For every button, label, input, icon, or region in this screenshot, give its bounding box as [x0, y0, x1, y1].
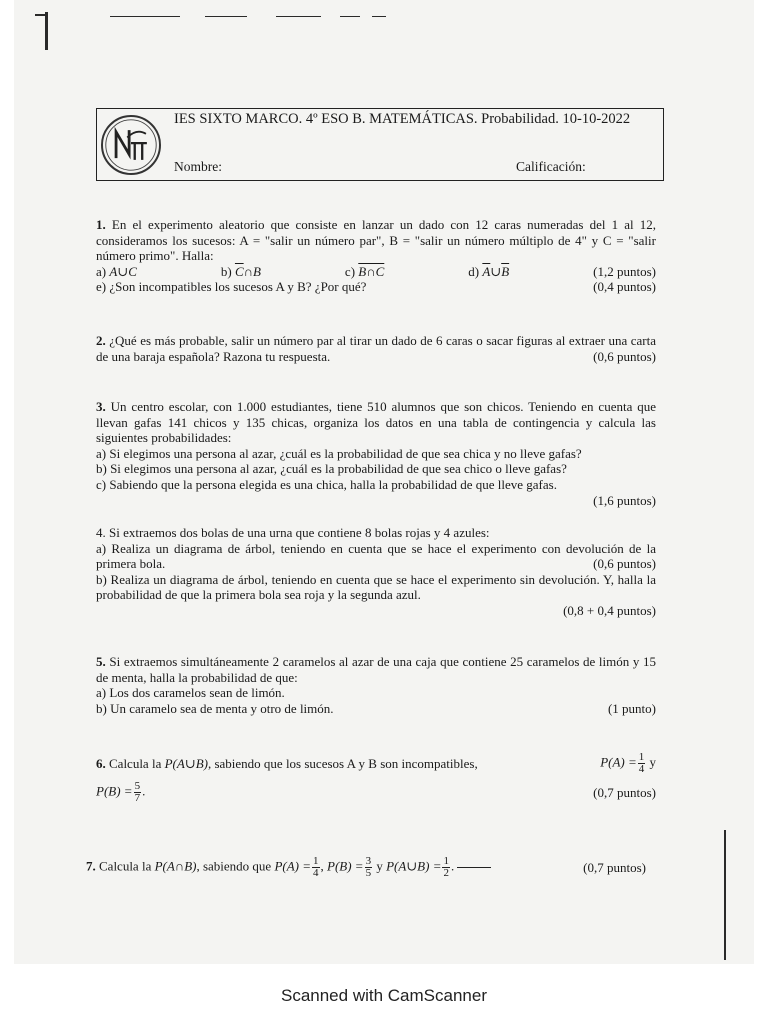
question-5	[96, 654, 656, 716]
question-3	[96, 399, 656, 508]
school-logo-icon	[103, 117, 159, 173]
question-text: Un centro escolar, con 1.000 estudiantes, tiene 510 alumnos que son chicos. Teniendo en cuenta que llevan gafas 141 chicos y 135 chicas, organiza los datos en una tabla de contingencia y calcula las siguientes probabilidades:	[96, 399, 657, 446]
scan-edge-right	[724, 830, 726, 960]
points-label: (0,6 puntos)	[593, 556, 656, 572]
q4-item-b: b) Realiza un diagrama de árbol, teniendo en cuenta que se hace el experimento sin devolución. Y, halla la probabilidad de que la primera bola sea roja y la segunda azul.	[96, 571, 656, 603]
question-number: 5.	[96, 654, 106, 669]
question-number: 6.	[96, 755, 106, 771]
exam-title: IES SIXTO MARCO. 4º ESO B. MATEMÁTICAS. Probabilidad. 10-10-2022	[174, 111, 631, 127]
points-label: (1,2 puntos)	[593, 263, 656, 279]
question-7: 7. Calcula la P(A∩B), sabiendo que P(A) = $\frac{1}{4}$ , P(B) = $\frac{3}{5}$ y P(A∪B) = $\frac{1}{2}$ . (0,7 puntos)	[86, 855, 646, 879]
fraction: $\frac{5}{7}$	[134, 780, 141, 804]
math-expression: P(A∪B)	[164, 755, 208, 771]
question-number: 1.	[96, 217, 106, 232]
math-expression: P(A∩B)	[154, 858, 197, 874]
fraction: $\frac{1}{2}$	[443, 855, 449, 879]
fraction: $\frac{1}{4}$	[313, 855, 319, 879]
q3-item-b: b) Si elegimos una persona al azar, ¿cuál es la probabilidad de que sea chico o lleve gafas?	[96, 461, 567, 477]
scan-dash-5	[372, 16, 386, 17]
question-number: 2.	[96, 333, 106, 348]
question-1	[96, 217, 656, 295]
q1-item-d: d) $\overline{A}\cup\overline{B}$	[468, 263, 510, 279]
fraction: $\frac{3}{5}$	[365, 855, 372, 879]
points-label: (0,7 puntos)	[593, 784, 656, 800]
points-label: (0,6 puntos)	[593, 348, 656, 364]
points-label: (0,7 puntos)	[583, 859, 646, 875]
question-text: En el experimento aleatorio que consiste en lanzar un dado con 12 caras numeradas del 1 al 12, consideramos los sucesos: A = "salir un número par", B = "salir un número múltiplo de 4" y C = "salir número primo". Halla:	[96, 217, 656, 264]
q3-item-c: c) Sabiendo que la persona elegida es una chica, halla la probabilidad de que lleve gafas.	[96, 476, 557, 492]
q1-item-e: e) ¿Son incompatibles los sucesos A y B? ¿Por qué?	[96, 279, 367, 295]
scanner-watermark: Scanned with CamScanner	[280, 986, 487, 1005]
scan-mark-horizontal	[35, 14, 47, 16]
question-text: ¿Qué es más probable, salir un número par al tirar un dado de 6 caras o sacar figuras al extraer una carta de una baraja española? Razona tu respuesta.	[96, 333, 656, 364]
q3-item-a: a) Si elegimos una persona al azar, ¿cuál es la probabilidad de que sea chica y no lleve gafas?	[96, 445, 582, 461]
dotted-leader	[457, 867, 491, 868]
fraction: $\frac{1}{4}$	[638, 751, 645, 775]
exam-header	[96, 108, 664, 181]
question-number: 3.	[96, 399, 106, 414]
question-text: Si extraemos dos bolas de una urna que contiene 8 bolas rojas y 4 azules:	[109, 525, 490, 540]
question-number: 7.	[86, 858, 96, 874]
grade-label: Calificación:	[516, 159, 586, 174]
school-logo	[101, 115, 161, 175]
scan-dash-4	[340, 16, 360, 17]
q1-item-c: c) B∩C	[344, 263, 385, 279]
scan-dash-2	[205, 16, 247, 17]
question-2	[96, 333, 656, 364]
scan-dash-1	[110, 16, 180, 17]
scan-mark-vertical	[45, 12, 48, 50]
q1-item-a: a) A∪C	[96, 263, 137, 279]
question-6: 6. Calcula la P(A∪B), sabiendo que los sucesos A y B son incompatibles, P(A) = $\frac{1}{4}$ y P(B) = $\frac{5}{7}$ . (0,7 puntos)	[96, 751, 656, 804]
question-text: Si extraemos simultáneamente 2 caramelos al azar de una caja que contiene 25 caramelos de limón y 15 de menta, halla la probabilidad de que:	[96, 654, 657, 685]
points-label: (0,8 + 0,4 puntos)	[563, 602, 656, 618]
q1-item-b: b) $\overline{C}\cap B$	[220, 263, 261, 279]
points-label: (1,6 puntos)	[593, 492, 656, 508]
q4-item-a: a) Realiza un diagrama de árbol, teniendo en cuenta que se hace el experimento con devolución de la primera bola.	[96, 540, 656, 572]
points-label: (1 punto)	[607, 700, 656, 716]
q5-item-b: b) Un caramelo sea de menta y otro de limón.	[96, 700, 334, 716]
name-label: Nombre:	[174, 159, 222, 174]
scan-dash-3	[276, 16, 321, 17]
points-label: (0,4 puntos)	[593, 279, 656, 295]
question-number: 4.	[96, 525, 106, 540]
q5-item-a: a) Los dos caramelos sean de limón.	[96, 685, 285, 701]
q1-items	[96, 264, 656, 280]
question-4	[96, 525, 656, 619]
